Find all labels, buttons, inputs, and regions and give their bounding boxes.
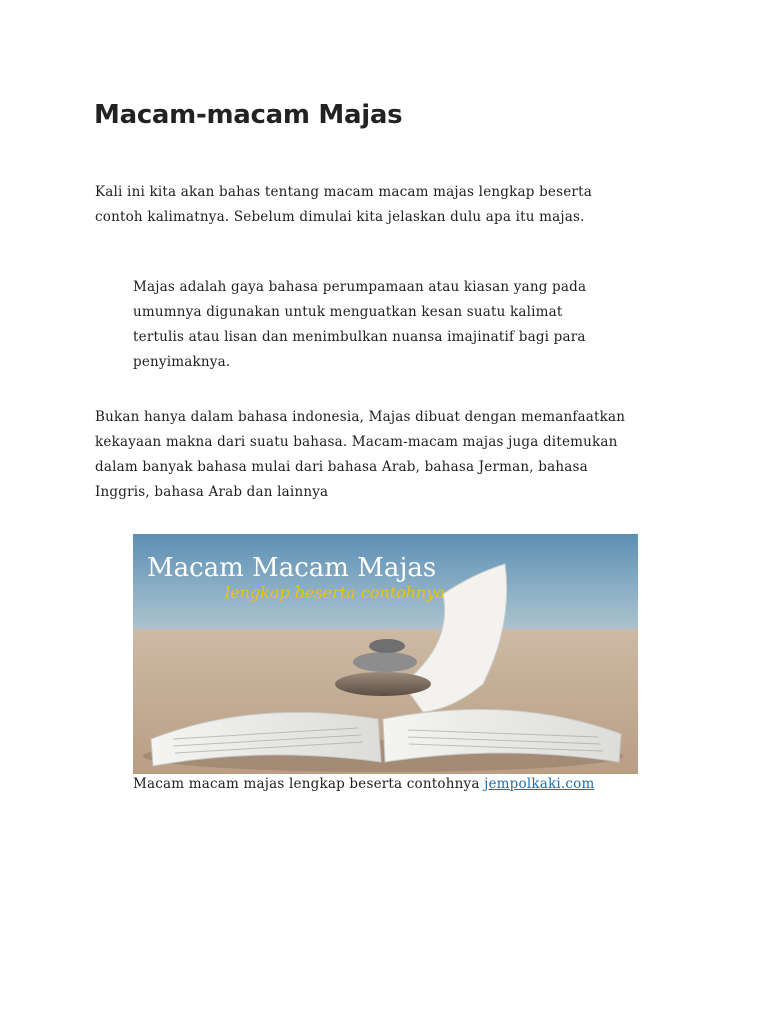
quote-line: umumnya digunakan untuk menguatkan kesan suatu kalimat bbox=[133, 304, 563, 320]
page-title: Macam-macam Majas bbox=[94, 100, 403, 130]
body-paragraph bbox=[95, 405, 685, 505]
image-title: Macam Macam Majas bbox=[147, 553, 437, 583]
body-line: kekayaan makna dari suatu bahasa. Macam-macam majas juga ditemukan bbox=[95, 434, 618, 450]
image-subtitle: lengkap beserta contohnya bbox=[225, 583, 445, 602]
image-caption bbox=[133, 774, 594, 794]
intro-line: Kali ini kita akan bahas tentang macam macam majas lengkap beserta bbox=[95, 184, 592, 200]
intro-paragraph bbox=[95, 180, 685, 230]
body-line: Bukan hanya dalam bahasa indonesia, Majas dibuat dengan memanfaatkan bbox=[95, 409, 626, 425]
source-link[interactable]: jempolkaki.com bbox=[484, 776, 595, 792]
quote-line: penyimaknya. bbox=[133, 354, 231, 370]
article-image bbox=[133, 534, 638, 774]
intro-line: contoh kalimatnya. Sebelum dimulai kita jelaskan dulu apa itu majas. bbox=[95, 209, 585, 225]
quote-line: tertulis atau lisan dan menimbulkan nuansa imajinatif bagi para bbox=[133, 329, 586, 345]
body-line: Inggris, bahasa Arab dan lainnya bbox=[95, 484, 329, 500]
quote-line: Majas adalah gaya bahasa perumpamaan atau kiasan yang pada bbox=[133, 279, 587, 295]
body-line: dalam banyak bahasa mulai dari bahasa Arab, bahasa Jerman, bahasa bbox=[95, 459, 588, 475]
definition-blockquote bbox=[133, 275, 693, 375]
caption-text: Macam macam majas lengkap beserta contohnya bbox=[133, 776, 485, 792]
